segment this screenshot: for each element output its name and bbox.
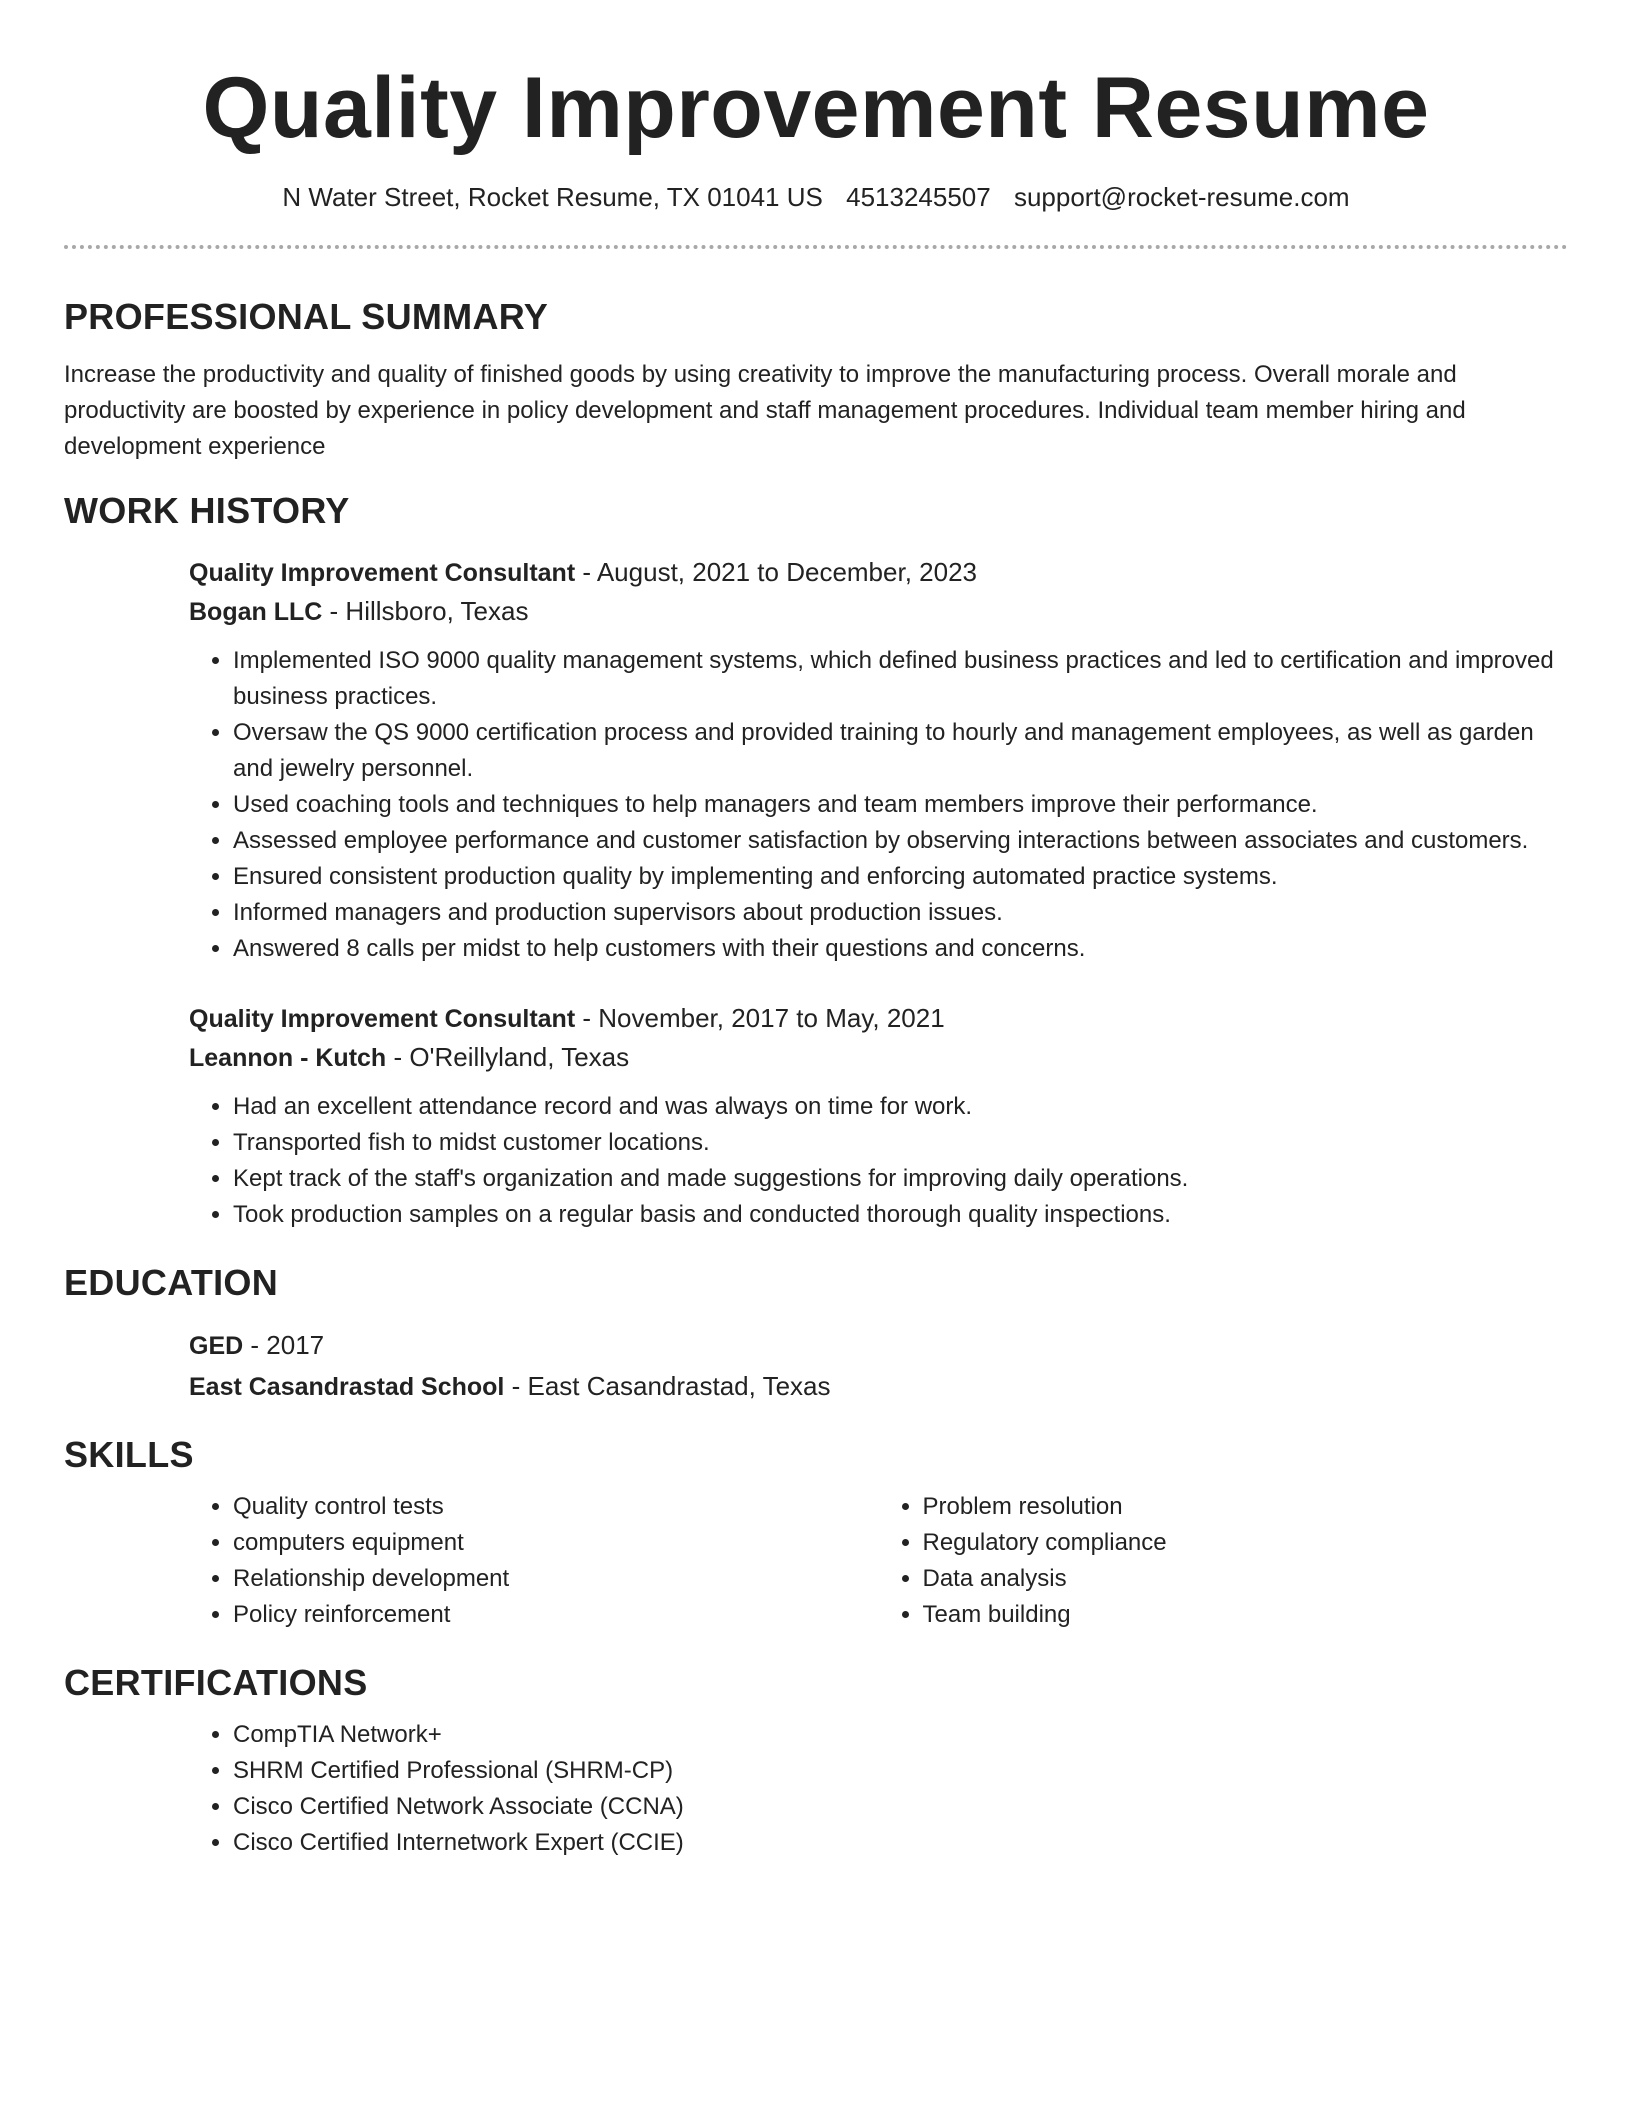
certifications-list (189, 1717, 1568, 1861)
job-location: - O'Reillyland, Texas (386, 1042, 630, 1072)
job-bullet: • Informed managers and production supervisors about production issues. (233, 895, 1568, 931)
resume-page (64, 0, 1568, 1861)
job-bullet: • Had an excellent attendance record and was always on time for work. (233, 1089, 1568, 1125)
job-company: Leannon - Kutch (189, 1044, 387, 1072)
job-bullets (189, 1089, 1568, 1233)
certifications-heading: CERTIFICATIONS (64, 1662, 368, 1703)
work-section (64, 489, 1568, 1233)
summary-heading: PROFESSIONAL SUMMARY (64, 296, 549, 337)
job-bullets (189, 643, 1568, 967)
work-heading: WORK HISTORY (64, 490, 350, 531)
job-title: Quality Improvement Consultant (189, 559, 576, 587)
certification-item: • SHRM Certified Professional (SHRM-CP) (233, 1753, 1568, 1789)
job-title: Quality Improvement Consultant (189, 1005, 576, 1033)
education-degree: GED (189, 1332, 244, 1360)
skills-list-right (879, 1489, 1569, 1633)
contact-phone: 4513245507 (846, 182, 991, 212)
summary-section (64, 295, 1568, 465)
job-bullet: • Assessed employee performance and customer satisfaction by observing interactions between associates and customers. (233, 823, 1568, 859)
education-year: - 2017 (243, 1330, 325, 1360)
job-bullet: • Took production samples on a regular basis and conducted thorough quality inspections. (233, 1197, 1568, 1233)
job-location: - Hillsboro, Texas (322, 596, 529, 626)
job-dates: - August, 2021 to December, 2023 (575, 557, 977, 587)
certification-item: • Cisco Certified Internetwork Expert (CCIE) (233, 1825, 1568, 1861)
contact-email: support@rocket-resume.com (1013, 182, 1350, 212)
skill-item: • Quality control tests (233, 1489, 879, 1525)
skill-item: • Policy reinforcement (233, 1597, 879, 1633)
education-school: East Casandrastad School (189, 1373, 505, 1401)
skill-item: • Team building (923, 1597, 1569, 1633)
education-section (64, 1261, 1568, 1407)
job-bullet: • Transported fish to midst customer locations. (233, 1125, 1568, 1161)
header-divider (64, 245, 1568, 249)
education-location: - East Casandrastad, Texas (504, 1371, 831, 1401)
job-bullet: • Ensured consistent production quality by implementing and enforcing automated practice systems. (233, 859, 1568, 895)
skills-list-left (189, 1489, 879, 1633)
job-entry (189, 553, 1568, 967)
job-bullet: • Used coaching tools and techniques to help managers and team members improve their performance. (233, 787, 1568, 823)
job-company-line (189, 592, 1568, 631)
job-company: Bogan LLC (189, 598, 323, 626)
skill-item: • Problem resolution (923, 1489, 1569, 1525)
contact-line (64, 180, 1568, 214)
skill-item: • Regulatory compliance (923, 1525, 1569, 1561)
skills-section (64, 1433, 1568, 1633)
education-school-line (189, 1366, 1568, 1407)
skill-item: • Data analysis (923, 1561, 1569, 1597)
contact-address: N Water Street, Rocket Resume, TX 01041 US (282, 182, 823, 212)
job-bullet: • Answered 8 calls per midst to help customers with their questions and concerns. (233, 931, 1568, 967)
education-entry (189, 1325, 1568, 1407)
job-bullet: • Oversaw the QS 9000 certification process and provided training to hourly and management employees, as well as garden and jewelry personnel. (233, 715, 1568, 787)
education-degree-line (189, 1325, 1568, 1366)
job-dates: - November, 2017 to May, 2021 (575, 1003, 945, 1033)
job-entry (189, 999, 1568, 1233)
skill-item: • Relationship development (233, 1561, 879, 1597)
skill-item: • computers equipment (233, 1525, 879, 1561)
certification-item: • CompTIA Network+ (233, 1717, 1568, 1753)
summary-text: Increase the productivity and quality of finished goods by using creativity to improve the manufacturing process. Overall morale and productivity are boosted by experience in policy development and staff management procedures. Individual team member hiring and development experience (64, 361, 1466, 460)
skills-heading: SKILLS (64, 1434, 194, 1475)
resume-title: Quality Improvement Resume (202, 60, 1430, 156)
job-company-line (189, 1038, 1568, 1077)
job-bullet: • Implemented ISO 9000 quality management systems, which defined business practices and led to certification and improved business practices. (233, 643, 1568, 715)
job-title-line (189, 999, 1568, 1038)
skills-columns (189, 1477, 1568, 1633)
job-title-line (189, 553, 1568, 592)
education-heading: EDUCATION (64, 1262, 279, 1303)
certification-item: • Cisco Certified Network Associate (CCNA) (233, 1789, 1568, 1825)
certifications-body (189, 1717, 1568, 1861)
certifications-section (64, 1661, 1568, 1861)
job-bullet: • Kept track of the staff's organization and made suggestions for improving daily operations. (233, 1161, 1568, 1197)
